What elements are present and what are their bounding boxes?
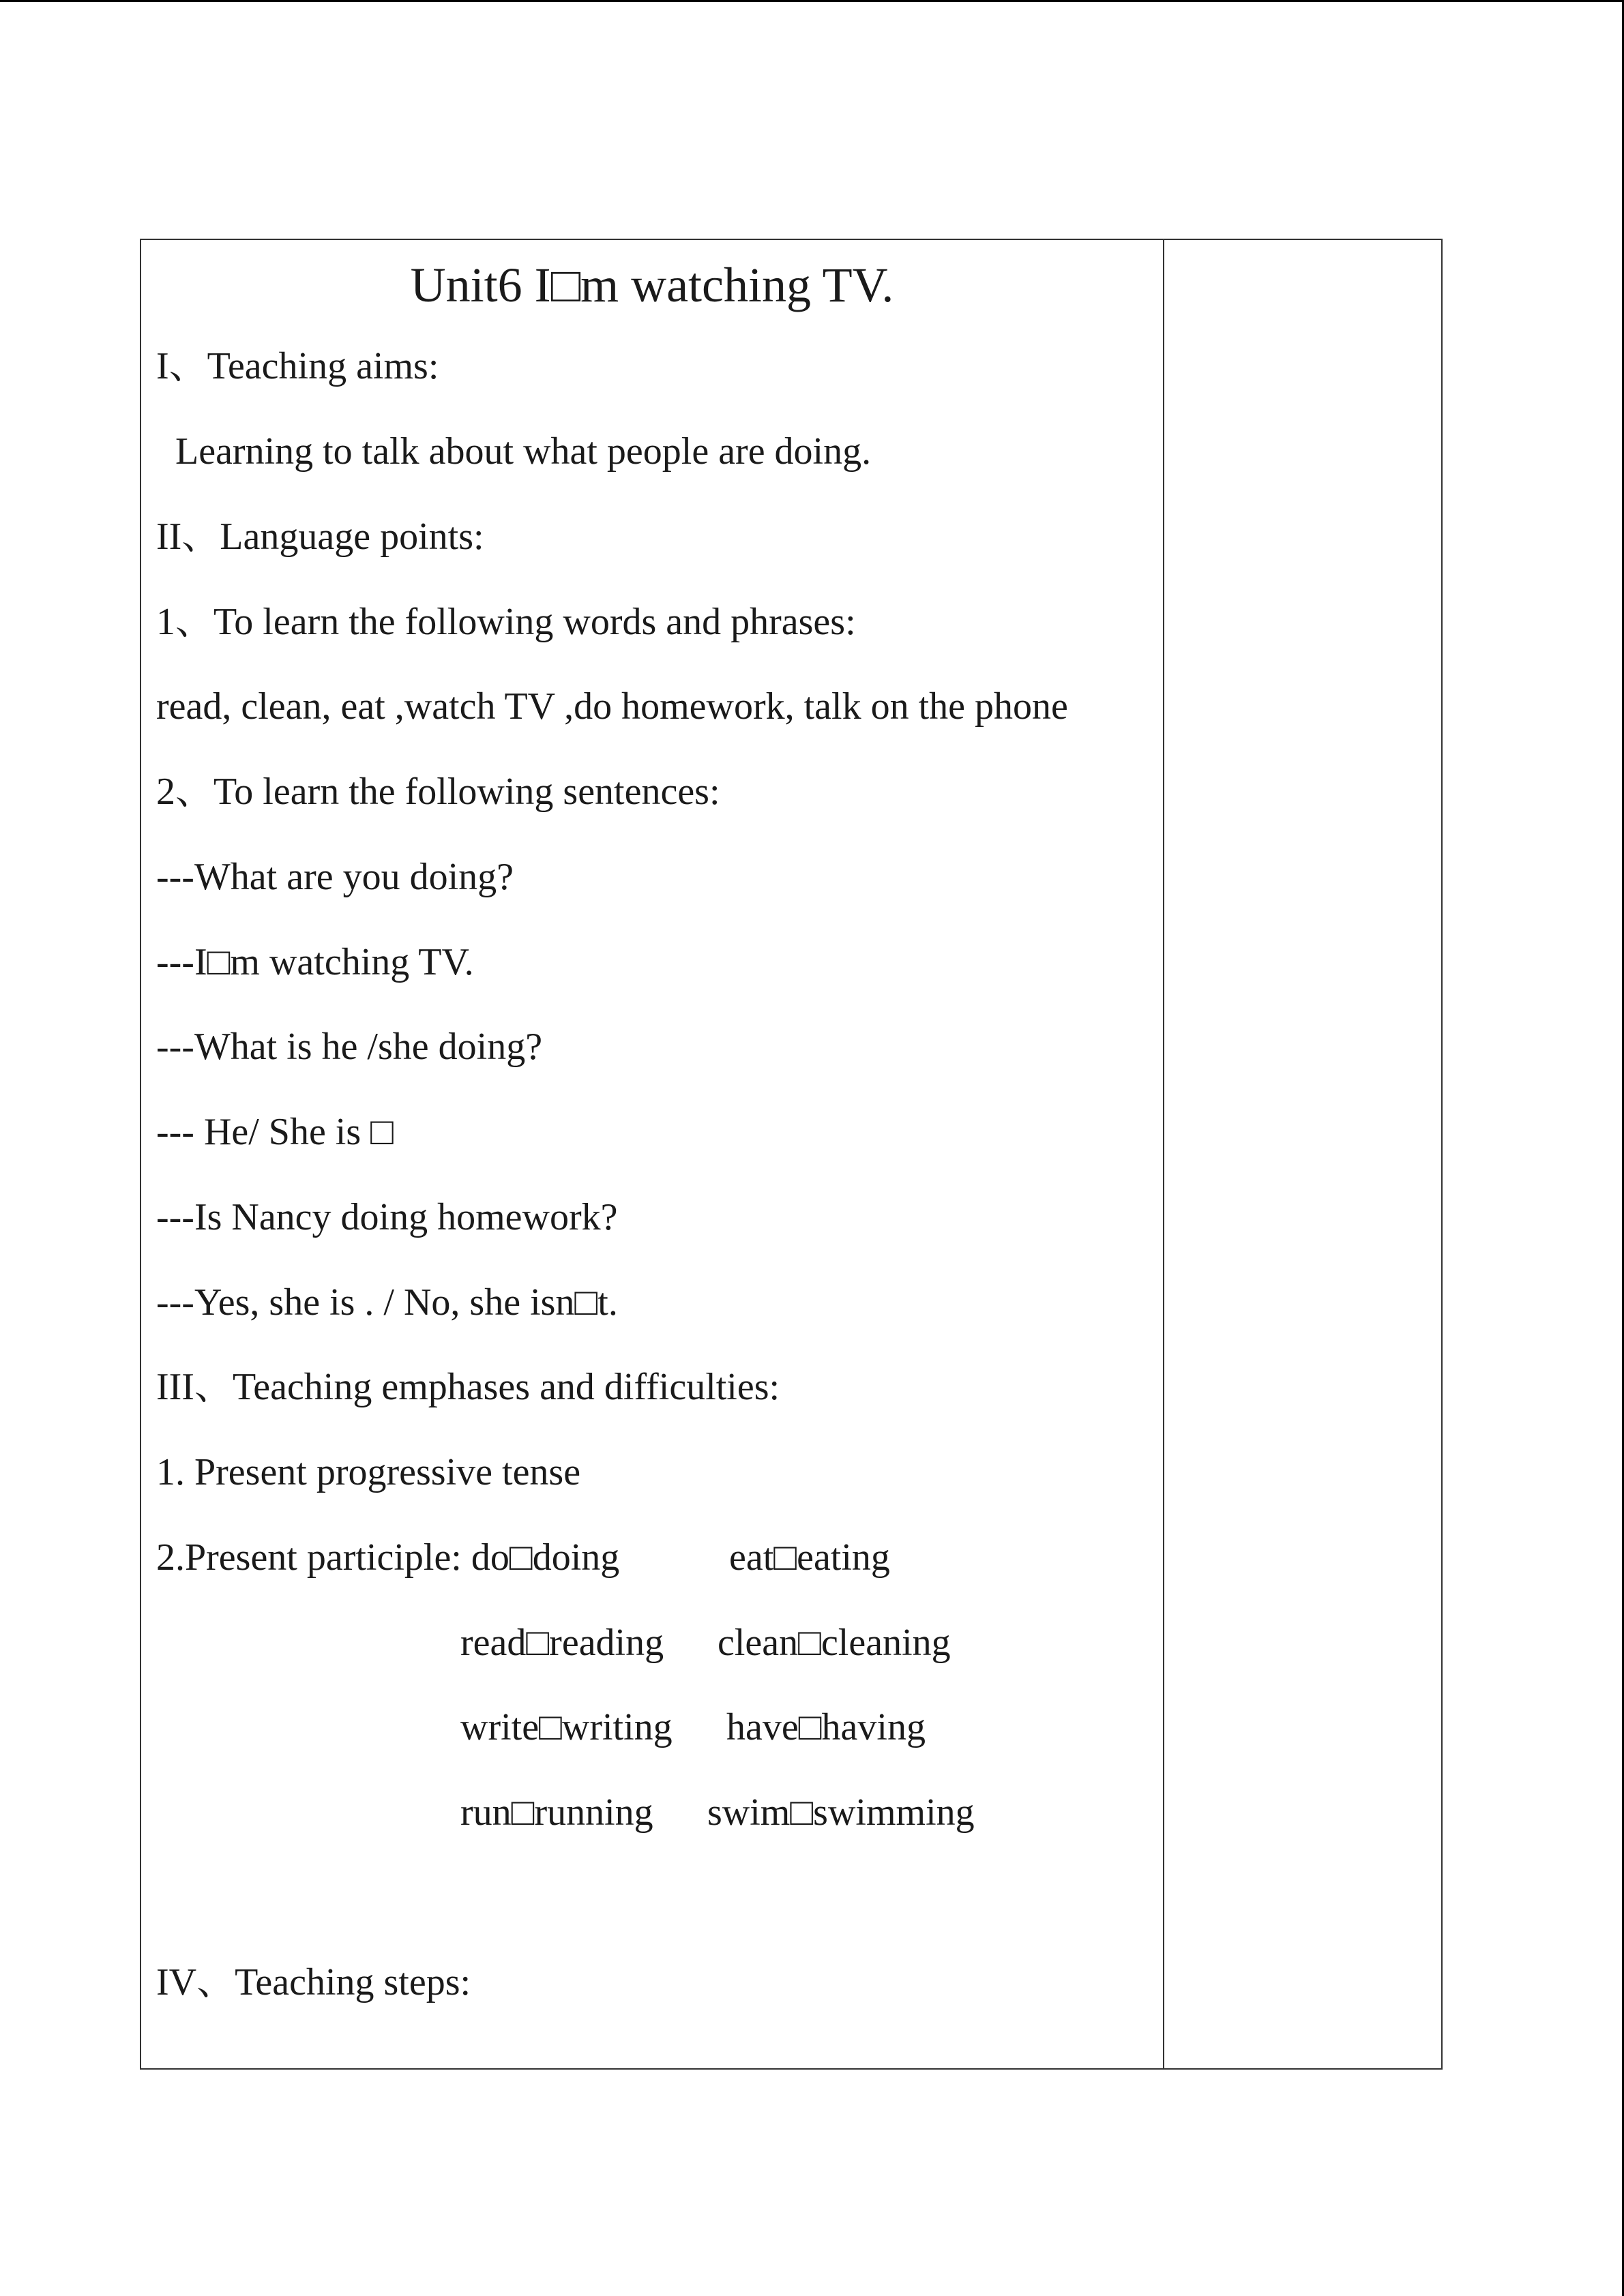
language-points-heading: II、Language points: — [156, 516, 484, 558]
column-divider — [1163, 240, 1164, 2068]
participle-pair: read□reading — [460, 1622, 664, 1664]
participle-pair: write□writing — [460, 1706, 673, 1748]
teaching-aims-text: Learning to talk about what people are doing. — [175, 430, 872, 473]
emphases-heading: III、Teaching emphases and difficulties: — [156, 1366, 780, 1408]
participle-pair: clean□cleaning — [718, 1622, 951, 1664]
teaching-steps-heading: IV、Teaching steps: — [156, 1961, 471, 2003]
words-list: read, clean, eat ,watch TV ,do homework, talk on the phone — [156, 685, 1068, 728]
participle-pair: eat□eating — [729, 1536, 890, 1579]
sentence-line: ---Yes, she is . / No, she isn□t. — [156, 1281, 618, 1324]
participle-pair: swim□swimming — [707, 1791, 975, 1834]
sentence-line: ---What is he /she doing? — [156, 1026, 543, 1068]
participle-label: 2.Present participle: do□doing — [156, 1536, 620, 1579]
participle-pair: run□running — [460, 1791, 653, 1834]
sentence-line: ---Is Nancy doing homework? — [156, 1196, 618, 1238]
lesson-plan-table — [140, 239, 1443, 2070]
sentences-heading: 2、To learn the following sentences: — [156, 771, 720, 813]
unit-title: Unit6 I□m watching TV. — [410, 258, 894, 312]
participle-pair: have□having — [726, 1706, 926, 1748]
sentence-line: ---What are you doing? — [156, 856, 514, 898]
page-top-border — [0, 0, 1624, 2]
teaching-aims-heading: I、Teaching aims: — [156, 345, 439, 387]
sentence-line: --- He/ She is □ — [156, 1111, 394, 1153]
sentence-line: ---I□m watching TV. — [156, 941, 474, 983]
words-heading: 1、To learn the following words and phrases: — [156, 601, 856, 643]
emphasis-item: 1. Present progressive tense — [156, 1451, 581, 1493]
